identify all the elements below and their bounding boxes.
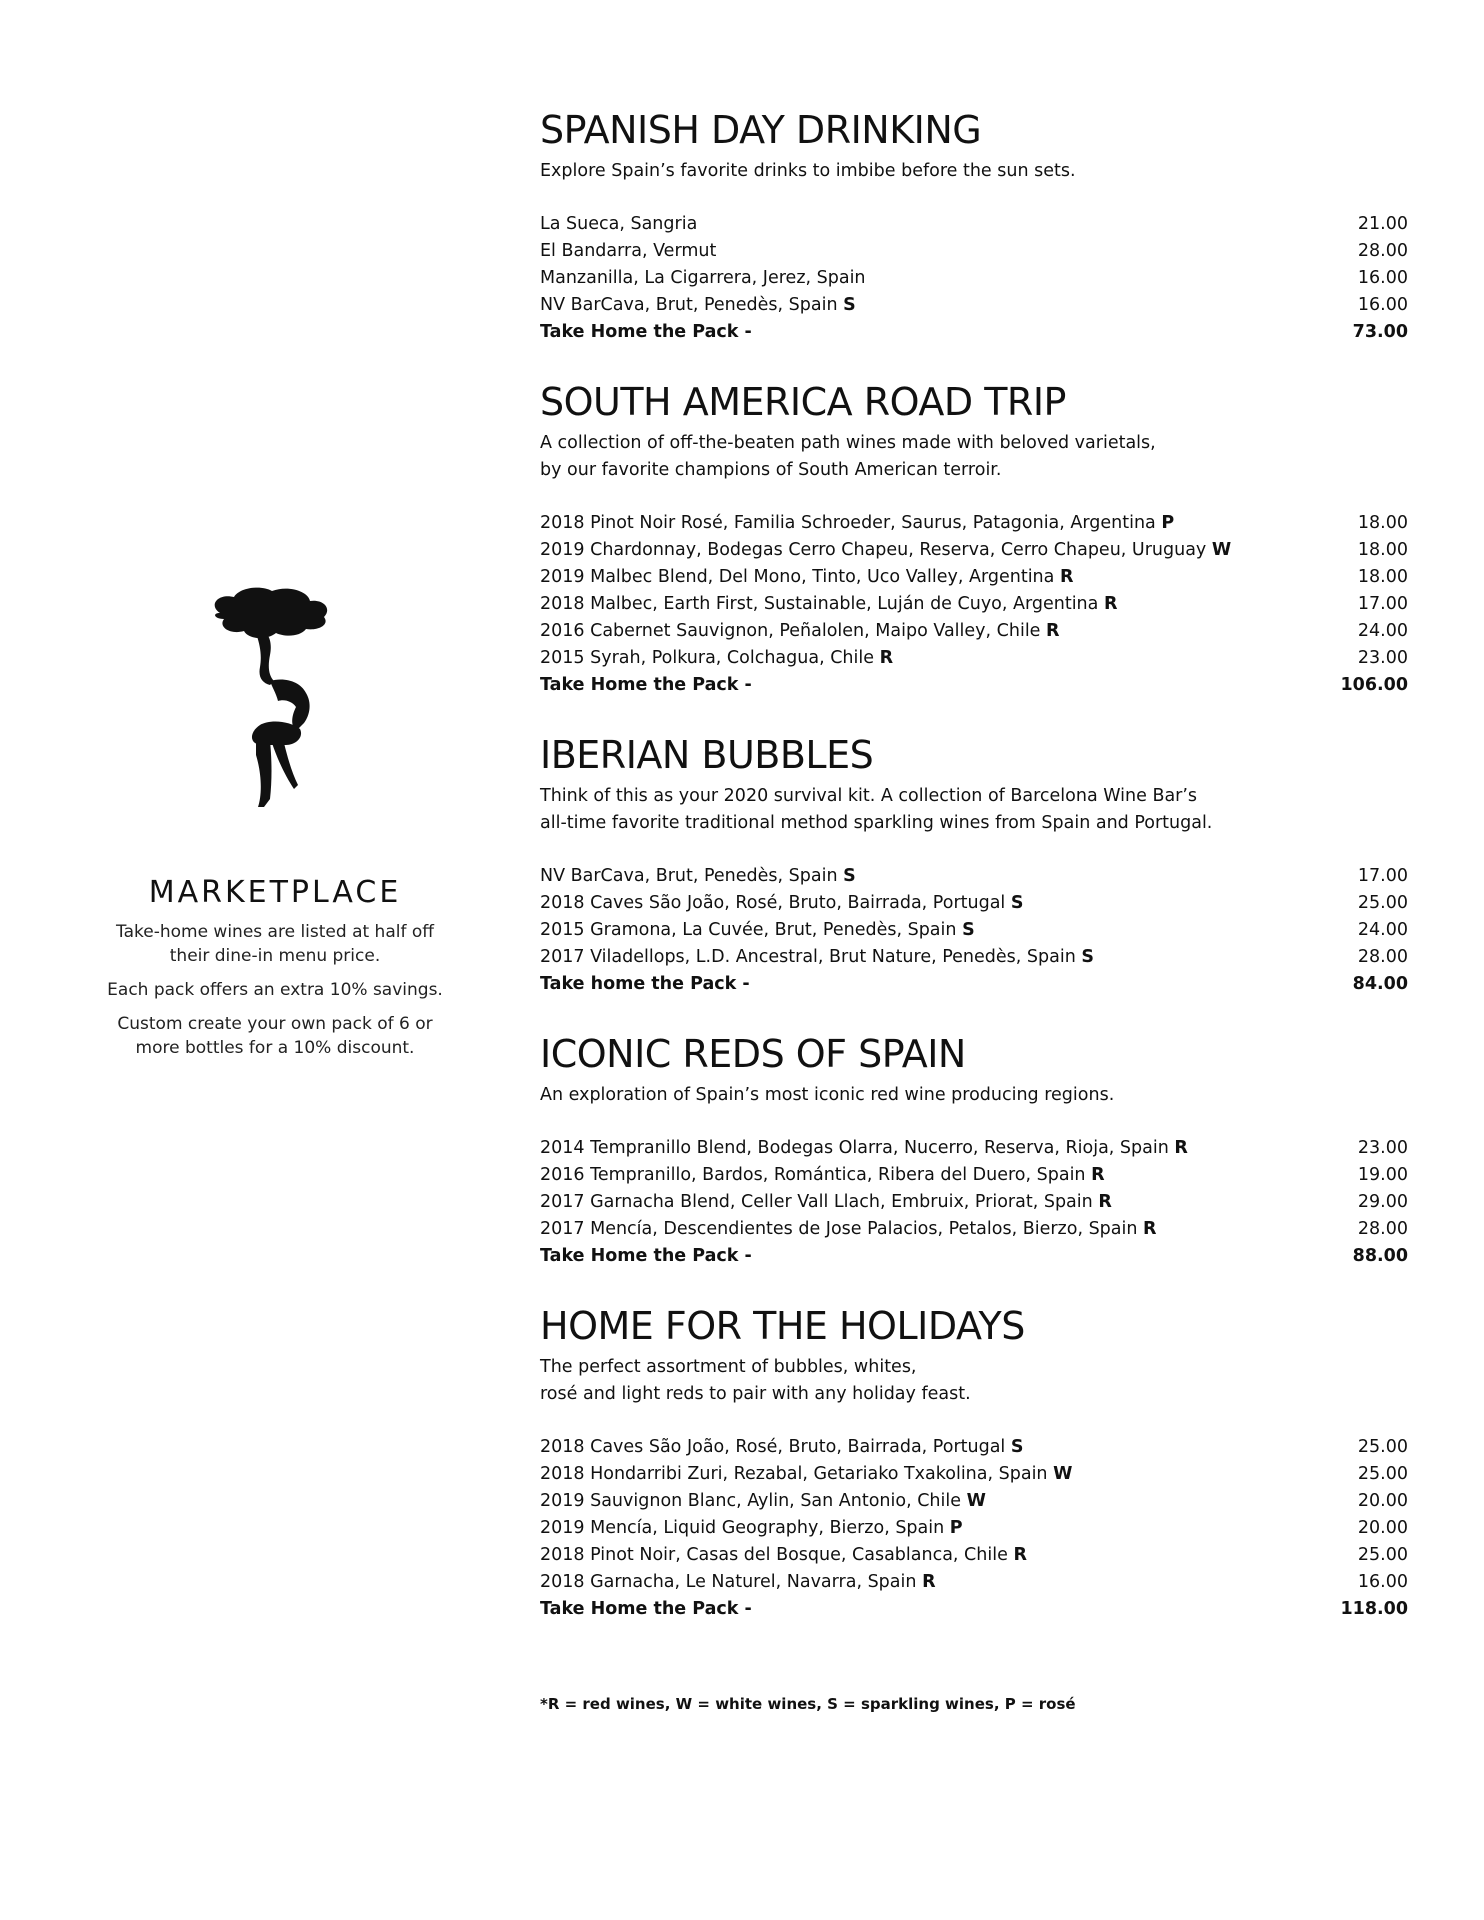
wine-item: [540, 238, 1408, 265]
wine-name: 2019 Chardonnay, Bodegas Cerro Chapeu, Reserva, Cerro Chapeu, Uruguay: [540, 540, 1207, 560]
section-description: A collection of off-the-beaten path wines made with beloved varietals, by our favorite champions of South American terroir.: [540, 433, 1156, 480]
wine-name: 2017 Mencía, Descendientes de Jose Palacios, Petalos, Bierzo, Spain: [540, 1219, 1138, 1239]
wine-name: NV BarCava, Brut, Penedès, Spain: [540, 866, 838, 886]
wine-name: 2015 Syrah, Polkura, Colchagua, Chile: [540, 648, 875, 668]
wine-type-code: R: [1143, 1219, 1157, 1239]
wine-name: 2018 Pinot Noir, Casas del Bosque, Casablanca, Chile: [540, 1545, 1008, 1565]
section-iberian-bubbles: [540, 729, 1408, 998]
section-description: Explore Spain’s favorite drinks to imbibe before the sun sets.: [540, 161, 1076, 181]
wine-item: [540, 1216, 1408, 1243]
wine-item: [540, 917, 1408, 944]
wine-price: 28.00: [1357, 947, 1408, 967]
pack-total-label: Take Home the Pack -: [540, 675, 752, 695]
wine-type-code: R: [1091, 1165, 1105, 1185]
wine-price: 20.00: [1357, 1491, 1408, 1511]
wine-price: 23.00: [1357, 1138, 1408, 1158]
pack-total: [540, 1243, 1408, 1270]
wine-item: [540, 537, 1408, 564]
wine-type-code: S: [843, 295, 856, 315]
pack-total: [540, 1596, 1408, 1623]
wine-item: [540, 1461, 1408, 1488]
marketplace-note-half-off: Take-home wines are listed at half off their dine-in menu price.: [116, 922, 434, 966]
wine-name: La Sueca, Sangria: [540, 214, 698, 234]
wine-name: 2019 Mencía, Liquid Geography, Bierzo, Spain: [540, 1518, 945, 1538]
wine-name: 2019 Malbec Blend, Del Mono, Tinto, Uco Valley, Argentina: [540, 567, 1055, 587]
section-title: IBERIAN BUBBLES: [540, 733, 874, 777]
wine-type-code: S: [1081, 947, 1094, 967]
wine-item: [540, 1515, 1408, 1542]
section-description: Think of this as your 2020 survival kit. A collection of Barcelona Wine Bar’s all-time favorite traditional method sparkling wines from Spain and Portugal.: [540, 786, 1213, 833]
section-description: An exploration of Spain’s most iconic red wine producing regions.: [540, 1085, 1115, 1105]
wine-type-code: S: [1010, 893, 1024, 913]
pack-total-price: 84.00: [1352, 974, 1408, 994]
wine-price: 18.00: [1357, 513, 1408, 533]
wine-item: [540, 292, 1408, 319]
wine-price: 23.00: [1357, 648, 1408, 668]
wine-type-code: W: [966, 1491, 986, 1511]
wine-type-code: W: [1053, 1464, 1073, 1484]
wine-type-code: R: [1174, 1138, 1188, 1158]
marketplace-sidebar: [90, 585, 460, 1060]
wine-item: [540, 265, 1408, 292]
wine-item: [540, 944, 1408, 971]
wine-type-code: P: [1161, 513, 1175, 533]
wine-item: [540, 591, 1408, 618]
wine-name: 2018 Garnacha, Le Naturel, Navarra, Spain: [540, 1572, 917, 1592]
wine-type-code: R: [1046, 621, 1060, 641]
pack-total-label: Take Home the Pack -: [540, 1599, 752, 1619]
wine-type-code: R: [1013, 1545, 1027, 1565]
wine-type-legend: *R = red wines, W = white wines, S = sparkling wines, P = rosé: [540, 1695, 1076, 1713]
wine-item: [540, 863, 1408, 890]
wine-type-code: P: [949, 1518, 963, 1538]
section-home-for-the-holidays: [540, 1300, 1408, 1623]
wine-item: [540, 1434, 1408, 1461]
wine-type-code: W: [1211, 540, 1232, 560]
pack-total-label: Take Home the Pack -: [540, 1246, 752, 1266]
wine-item: [540, 510, 1408, 537]
wine-price: 18.00: [1357, 567, 1408, 587]
wine-name: 2018 Caves São João, Rosé, Bruto, Bairrada, Portugal: [540, 893, 1006, 913]
pack-total: [540, 319, 1408, 346]
wine-price: 29.00: [1357, 1192, 1408, 1212]
section-title: SOUTH AMERICA ROAD TRIP: [540, 380, 1066, 424]
wine-price: 19.00: [1357, 1165, 1408, 1185]
wine-item: [540, 564, 1408, 591]
pack-total-label: Take Home the Pack -: [540, 322, 752, 342]
section-iconic-reds-of-spain: [540, 1028, 1408, 1270]
wine-name: 2019 Sauvignon Blanc, Aylin, San Antonio, Chile: [540, 1491, 962, 1511]
wine-type-code: R: [1098, 1192, 1112, 1212]
pack-total: [540, 672, 1408, 699]
wine-name: 2018 Malbec, Earth First, Sustainable, Luján de Cuyo, Argentina: [540, 594, 1099, 614]
wine-name: Manzanilla, La Cigarrera, Jerez, Spain: [540, 268, 866, 288]
wine-item: [540, 645, 1408, 672]
wine-price: 28.00: [1357, 1219, 1408, 1239]
wine-name: 2014 Tempranillo Blend, Bodegas Olarra, Nucerro, Reserva, Rioja, Spain: [540, 1138, 1169, 1158]
wine-price: 16.00: [1357, 1572, 1408, 1592]
wine-item: [540, 1162, 1408, 1189]
wine-price: 25.00: [1357, 1545, 1408, 1565]
wine-price: 25.00: [1357, 893, 1408, 913]
wine-name: NV BarCava, Brut, Penedès, Spain: [540, 295, 838, 315]
wine-item: [540, 1569, 1408, 1596]
woman-silhouette-logo: [200, 585, 350, 810]
wine-price: 17.00: [1357, 594, 1408, 614]
wine-name: 2016 Tempranillo, Bardos, Romántica, Ribera del Duero, Spain: [540, 1165, 1086, 1185]
wine-list: [540, 104, 1408, 1713]
wine-item: [540, 1542, 1408, 1569]
pack-total-price: 73.00: [1352, 322, 1408, 342]
wine-type-code: S: [962, 920, 975, 940]
wine-name: 2017 Garnacha Blend, Celler Vall Llach, Embruix, Priorat, Spain: [540, 1192, 1093, 1212]
section-title: HOME FOR THE HOLIDAYS: [540, 1304, 1025, 1348]
wine-item: [540, 211, 1408, 238]
wine-item: [540, 1135, 1408, 1162]
wine-price: 18.00: [1357, 540, 1408, 560]
wine-type-code: R: [879, 648, 894, 668]
pack-total-price: 118.00: [1340, 1599, 1408, 1619]
wine-price: 21.00: [1357, 214, 1408, 234]
wine-price: 25.00: [1357, 1464, 1408, 1484]
pack-total-label: Take home the Pack -: [540, 974, 750, 994]
marketplace-title: MARKETPLACE: [148, 875, 402, 910]
wine-name: 2018 Pinot Noir Rosé, Familia Schroeder, Saurus, Patagonia, Argentina: [540, 513, 1156, 533]
section-description: The perfect assortment of bubbles, whites, rosé and light reds to pair with any holiday feast.: [540, 1357, 971, 1404]
wine-item: [540, 1488, 1408, 1515]
wine-type-code: R: [1103, 594, 1118, 614]
wine-name: 2018 Hondarribi Zuri, Rezabal, Getariako Txakolina, Spain: [540, 1464, 1048, 1484]
wine-name: 2018 Caves São João, Rosé, Bruto, Bairrada, Portugal: [540, 1437, 1006, 1457]
wine-type-code: S: [1010, 1437, 1024, 1457]
wine-name: El Bandarra, Vermut: [540, 241, 717, 261]
section-title: SPANISH DAY DRINKING: [540, 108, 982, 152]
wine-price: 20.00: [1357, 1518, 1408, 1538]
pack-total: [540, 971, 1408, 998]
wine-name: 2016 Cabernet Sauvignon, Peñalolen, Maipo Valley, Chile: [540, 621, 1041, 641]
marketplace-note-pack-savings: Each pack offers an extra 10% savings.: [107, 980, 443, 1000]
wine-price: 24.00: [1357, 920, 1408, 940]
wine-price: 16.00: [1357, 295, 1408, 315]
pack-total-price: 106.00: [1340, 675, 1408, 695]
wine-price: 28.00: [1357, 241, 1408, 261]
wine-item: [540, 890, 1408, 917]
wine-item: [540, 1189, 1408, 1216]
section-spanish-day-drinking: [540, 104, 1408, 346]
wine-type-code: S: [843, 866, 856, 886]
pack-total-price: 88.00: [1352, 1246, 1408, 1266]
wine-item: [540, 618, 1408, 645]
wine-price: 25.00: [1357, 1437, 1408, 1457]
wine-type-code: R: [922, 1572, 936, 1592]
wine-name: 2015 Gramona, La Cuvée, Brut, Penedès, Spain: [540, 920, 957, 940]
marketplace-note-custom-pack: Custom create your own pack of 6 or more bottles for a 10% discount.: [117, 1014, 433, 1058]
wine-price: 16.00: [1357, 268, 1408, 288]
section-south-america-road-trip: [540, 376, 1408, 699]
wine-type-code: R: [1059, 567, 1074, 587]
wine-price: 24.00: [1357, 621, 1408, 641]
wine-name: 2017 Viladellops, L.D. Ancestral, Brut Nature, Penedès, Spain: [540, 947, 1076, 967]
wine-price: 17.00: [1357, 866, 1408, 886]
section-title: ICONIC REDS OF SPAIN: [540, 1032, 966, 1076]
